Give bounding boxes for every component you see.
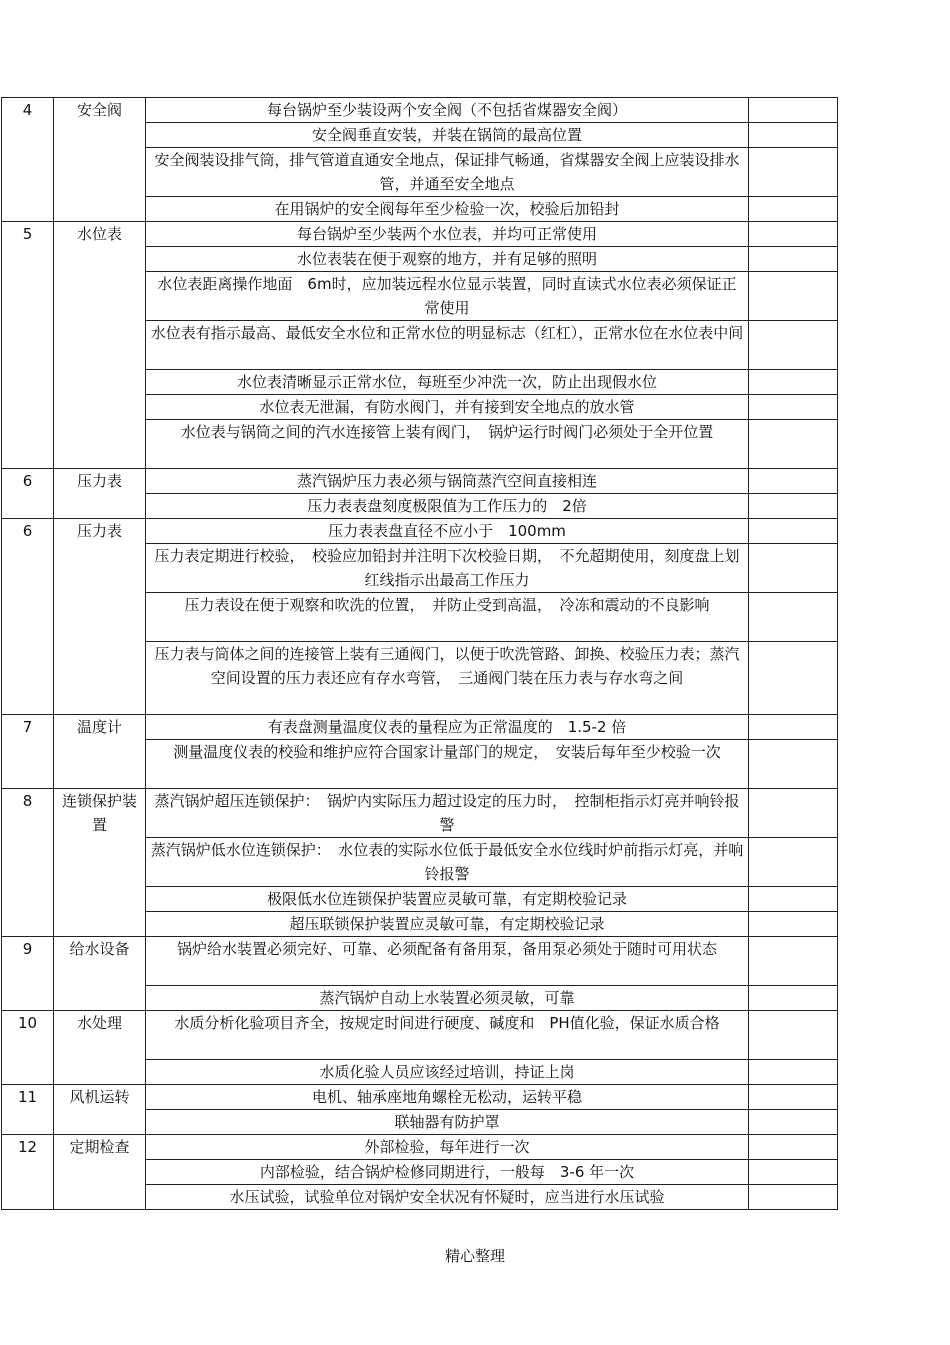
- table-row: [2, 937, 838, 986]
- check-cell: [749, 789, 838, 838]
- requirement-text: 外部检验，每年进行一次: [146, 1135, 749, 1160]
- requirement-text: 超压联锁保护装置应灵敏可靠，有定期校验记录: [146, 912, 749, 937]
- check-cell: [749, 1135, 838, 1160]
- item-category: 给水设备: [54, 937, 146, 1011]
- requirement-text: 水位表距离操作地面 6m时，应加装远程水位显示装置，同时直读式水位表必须保证正常使用: [146, 272, 749, 321]
- requirement-text: 水位表有指示最高、最低安全水位和正常水位的明显标志（红杠），正常水位在水位表中间: [146, 321, 749, 370]
- check-cell: [749, 370, 838, 395]
- item-number: 7: [2, 715, 54, 789]
- requirement-text: 有表盘测量温度仪表的量程应为正常温度的 1.5-2 倍: [146, 715, 749, 740]
- item-number: 5: [2, 222, 54, 469]
- check-cell: [749, 469, 838, 494]
- check-cell: [749, 321, 838, 370]
- requirement-text: 锅炉给水装置必须完好、可靠、必须配备有备用泵，备用泵必须处于随时可用状态: [146, 937, 749, 986]
- requirement-text: 压力表与筒体之间的连接管上装有三通阀门，以便于吹洗管路、卸换、校验压力表；蒸汽空间设置的压力表还应有存水弯管， 三通阀门装在压力表与存水弯之间: [146, 642, 749, 715]
- requirement-text: 水质化验人员应该经过培训，持证上岗: [146, 1060, 749, 1085]
- item-category: 风机运转: [54, 1085, 146, 1135]
- item-category: 压力表: [54, 519, 146, 715]
- requirement-text: 蒸汽锅炉压力表必须与锅筒蒸汽空间直接相连: [146, 469, 749, 494]
- table-row: [2, 1011, 838, 1060]
- check-cell: [749, 544, 838, 593]
- item-category: 温度计: [54, 715, 146, 789]
- table-row: [2, 715, 838, 740]
- check-cell: [749, 148, 838, 197]
- check-cell: [749, 887, 838, 912]
- item-category: 连锁保护装置: [54, 789, 146, 937]
- item-number: 8: [2, 789, 54, 937]
- requirement-text: 蒸汽锅炉超压连锁保护： 锅炉内实际压力超过设定的压力时， 控制柜指示灯亮并响铃报警: [146, 789, 749, 838]
- requirement-text: 蒸汽锅炉低水位连锁保护： 水位表的实际水位低于最低安全水位线时炉前指示灯亮，并响铃报警: [146, 838, 749, 887]
- requirement-text: 蒸汽锅炉自动上水装置必须灵敏，可靠: [146, 986, 749, 1011]
- requirement-text: 在用锅炉的安全阀每年至少检验一次，校验后加铅封: [146, 197, 749, 222]
- check-cell: [749, 197, 838, 222]
- requirement-text: 压力表表盘直径不应小于 100mm: [146, 519, 749, 544]
- requirement-text: 每台锅炉至少装两个水位表，并均可正常使用: [146, 222, 749, 247]
- check-cell: [749, 740, 838, 789]
- requirement-text: 安全阀装设排气筒，排气管道直通安全地点，保证排气畅通，省煤器安全阀上应装设排水管，并通至安全地点: [146, 148, 749, 197]
- requirement-text: 水压试验，试验单位对锅炉安全状况有怀疑时，应当进行水压试验: [146, 1185, 749, 1210]
- table-row: [2, 1135, 838, 1160]
- table-row: [2, 222, 838, 247]
- item-number: 10: [2, 1011, 54, 1085]
- footer-text: 精心整理: [444, 1247, 505, 1265]
- item-number: 9: [2, 937, 54, 1011]
- requirement-text: 联轴器有防护罩: [146, 1110, 749, 1135]
- check-cell: [749, 494, 838, 519]
- check-cell: [749, 912, 838, 937]
- requirement-text: 压力表设在便于观察和吹洗的位置， 并防止受到高温， 冷冻和震动的不良影响: [146, 593, 749, 642]
- requirement-text: 水质分析化验项目齐全，按规定时间进行硬度、碱度和 PH值化验，保证水质合格: [146, 1011, 749, 1060]
- check-cell: [749, 593, 838, 642]
- check-cell: [749, 986, 838, 1011]
- item-number: 11: [2, 1085, 54, 1135]
- check-cell: [749, 272, 838, 321]
- requirement-text: 水位表清晰显示正常水位，每班至少冲洗一次，防止出现假水位: [146, 370, 749, 395]
- inspection-table: [1, 97, 838, 1210]
- check-cell: [749, 1011, 838, 1060]
- table-row: [2, 1085, 838, 1110]
- inspection-table-body: [2, 98, 838, 1210]
- check-cell: [749, 1160, 838, 1185]
- requirement-text: 测量温度仪表的校验和维护应符合国家计量部门的规定， 安装后每年至少校验一次: [146, 740, 749, 789]
- check-cell: [749, 1085, 838, 1110]
- item-number: 4: [2, 98, 54, 222]
- requirement-text: 极限低水位连锁保护装置应灵敏可靠，有定期校验记录: [146, 887, 749, 912]
- item-category: 压力表: [54, 469, 146, 519]
- check-cell: [749, 838, 838, 887]
- requirement-text: 水位表装在便于观察的地方，并有足够的照明: [146, 247, 749, 272]
- check-cell: [749, 420, 838, 469]
- requirement-text: 安全阀垂直安装，并装在锅筒的最高位置: [146, 123, 749, 148]
- check-cell: [749, 1060, 838, 1085]
- check-cell: [749, 1185, 838, 1210]
- check-cell: [749, 98, 838, 123]
- table-row: [2, 519, 838, 544]
- requirement-text: 电机、轴承座地角螺栓无松动，运转平稳: [146, 1085, 749, 1110]
- requirement-text: 内部检验，结合锅炉检修同期进行，一般每 3-6 年一次: [146, 1160, 749, 1185]
- requirement-text: 水位表无泄漏，有防水阀门，并有接到安全地点的放水管: [146, 395, 749, 420]
- check-cell: [749, 519, 838, 544]
- table-row: [2, 469, 838, 494]
- check-cell: [749, 642, 838, 715]
- table-row: [2, 98, 838, 123]
- requirement-text: 压力表表盘刻度极限值为工作压力的 2倍: [146, 494, 749, 519]
- item-number: 12: [2, 1135, 54, 1210]
- check-cell: [749, 222, 838, 247]
- requirement-text: 每台锅炉至少装设两个安全阀（不包括省煤器安全阀）: [146, 98, 749, 123]
- check-cell: [749, 1110, 838, 1135]
- requirement-text: 压力表定期进行校验， 校验应加铅封并注明下次校验日期， 不允超期使用，刻度盘上划红线指示出最高工作压力: [146, 544, 749, 593]
- item-number: 6: [2, 519, 54, 715]
- requirement-text: 水位表与锅筒之间的汽水连接管上装有阀门， 锅炉运行时阀门必须处于全开位置: [146, 420, 749, 469]
- check-cell: [749, 247, 838, 272]
- check-cell: [749, 123, 838, 148]
- check-cell: [749, 715, 838, 740]
- check-cell: [749, 395, 838, 420]
- check-cell: [749, 937, 838, 986]
- item-category: 水位表: [54, 222, 146, 469]
- item-number: 6: [2, 469, 54, 519]
- item-category: 定期检查: [54, 1135, 146, 1210]
- item-category: 水处理: [54, 1011, 146, 1085]
- item-category: 安全阀: [54, 98, 146, 222]
- table-row: [2, 789, 838, 838]
